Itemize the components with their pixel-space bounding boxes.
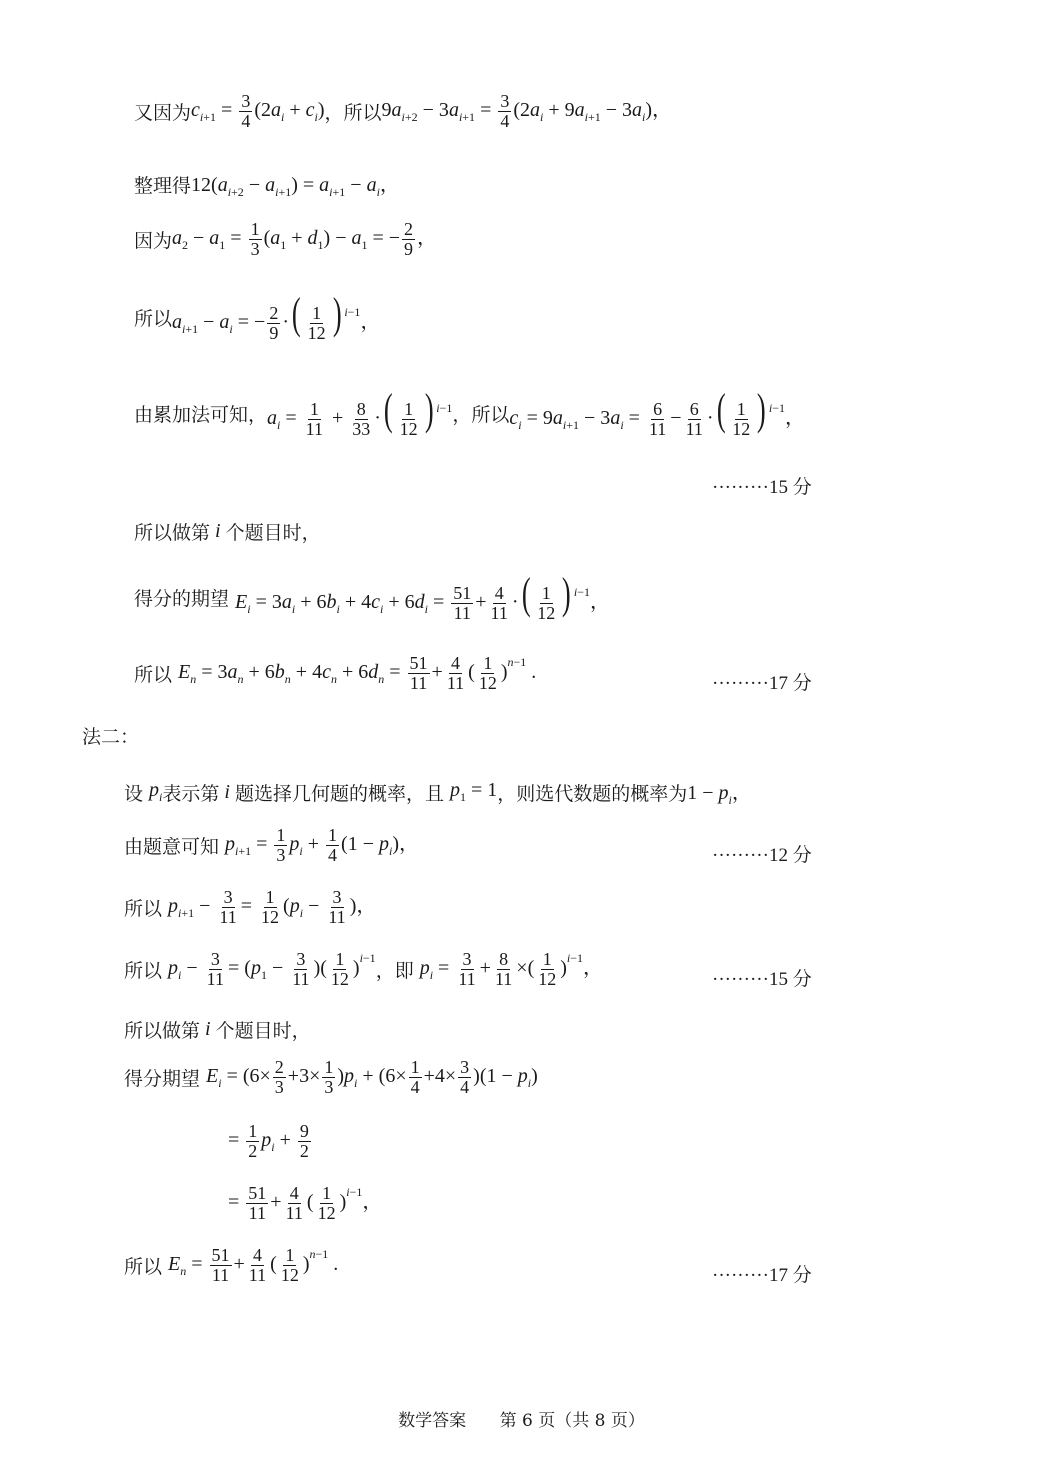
formula: $p_{i+1}$ = $\frac{1}{3}$ $p_i$ + $\frac{1}{4}$ $(1 - p_i)$， xyxy=(225,825,420,865)
line-3 xyxy=(134,220,437,259)
score-label: ·········15 分 xyxy=(712,477,812,498)
text: 由题意可知 xyxy=(124,835,220,858)
line-2 xyxy=(134,168,400,200)
method2-line-5 xyxy=(124,1016,311,1043)
text: 因为 xyxy=(134,229,173,252)
method2-line-4 xyxy=(124,950,603,989)
formula: $E_i = 3a_i + 6b_i + 4c_i + 6d_i$ = $\frac{51}{11}$ + $\frac{4}{11}$ ·( $\frac{1}{12}$ ) $^{i-1}$， xyxy=(235,569,610,623)
text: 又因为 xyxy=(134,101,192,124)
text: 整理得 xyxy=(134,174,192,197)
text: 题选择几何题的概率，且 xyxy=(234,782,444,805)
formula: $E_n$ = $\frac{51}{11}$ + $\frac{4}{11}$ ( $\frac{1}{12}$ )$^{n-1}$ . xyxy=(168,1245,339,1285)
text: 个题目时， xyxy=(225,522,321,544)
footer-subject: 数学答案 xyxy=(398,1411,467,1431)
formula: $p_i$ xyxy=(149,779,163,804)
text: 所以 xyxy=(124,1255,163,1278)
line-5 xyxy=(134,385,806,439)
formula: $c_{i+1}$ = $\frac{3}{4}$ $(2a_i + c_i)$ xyxy=(191,91,325,131)
text: ，即 xyxy=(375,959,414,982)
text: 设 xyxy=(124,782,144,805)
line-7 xyxy=(134,569,610,623)
formula: $E_i = (6\times$ $\frac{2}{3}$ +3× $\frac{1}{3}$ )$p_i + (6\times$ $\frac{1}{4}$ +4× $\frac{3}{4}$ )$(1 - p_i)$ xyxy=(206,1057,538,1097)
formula: $a_2 - a_1$ = $\frac{1}{3}$ $(a_1 + d_1) - a_1$ = − $\frac{2}{9}$ ， xyxy=(172,219,438,259)
score-label: ·········17 分 xyxy=(712,1265,812,1286)
formula: $p_{i+1}$ − $\frac{3}{11}$ = $\frac{1}{12}$ ($p_i$ − $\frac{3}{11}$ )， xyxy=(168,887,377,927)
line-1 xyxy=(134,92,672,131)
text: 得分期望 xyxy=(124,1067,201,1090)
page-footer xyxy=(0,1406,1043,1431)
method2-line-7 xyxy=(228,1122,313,1161)
method2-line-9 xyxy=(124,1246,338,1285)
formula: = $\frac{51}{11}$ + $\frac{4}{11}$ ( $\frac{1}{12}$ )$^{i-1}$， xyxy=(228,1183,383,1223)
text: 所以 xyxy=(134,307,173,330)
text: 所以做第 xyxy=(134,522,211,544)
formula: i xyxy=(219,780,235,803)
method-two-heading xyxy=(82,722,139,749)
method2-line-6 xyxy=(124,1058,538,1097)
formula: $c_i = 9a_{i+1} - 3a_i$ = $\frac{6}{11}$ − $\frac{6}{11}$ ·( $\frac{1}{12}$ ) $^{i-1}$， xyxy=(509,385,806,439)
line-6 xyxy=(134,518,321,545)
line-8 xyxy=(134,654,536,693)
formula: $p_i$ − $\frac{3}{11}$ = ($p_1$ − $\frac{3}{11}$ )( $\frac{1}{12}$ )$^{i-1}$ xyxy=(168,949,376,989)
line-4 xyxy=(134,289,381,343)
text: 表示第 xyxy=(162,782,220,805)
method2-line-3 xyxy=(124,888,376,927)
score-label: ·········12 分 xyxy=(712,845,812,866)
formula: $12(a_{i+2} - a_{i+1}) = a_{i+1} - a_i$， xyxy=(191,174,400,199)
method2-line-1 xyxy=(124,776,752,808)
method2-line-2 xyxy=(124,826,419,865)
formula: i xyxy=(210,520,226,542)
text: 所以做第 xyxy=(124,1020,201,1042)
text: 法二： xyxy=(82,726,140,748)
score-label: ·········17 分 xyxy=(712,673,812,694)
formula: = $\frac{1}{2}$ $p_i$ + $\frac{9}{2}$ xyxy=(228,1121,309,1161)
formula: $p_i$ = $\frac{3}{11}$ + $\frac{8}{11}$ ×( $\frac{1}{12}$ )$^{i-1}$， xyxy=(419,949,604,989)
text: 所以 xyxy=(124,959,163,982)
text: ，所以 xyxy=(324,101,382,124)
text: ，所以 xyxy=(452,403,510,426)
text: 由累加法可知， xyxy=(134,403,268,426)
text: ，则选代数题的概率为 xyxy=(497,782,688,805)
method2-line-8 xyxy=(228,1184,382,1223)
formula: $a_{i+1} - a_i$ = − $\frac{2}{9}$ ·( $\frac{1}{12}$ ) $^{i-1}$， xyxy=(172,289,381,343)
formula: $p_1 = 1$ xyxy=(449,779,498,804)
formula: i xyxy=(200,1018,216,1040)
text: 得分的期望 xyxy=(134,587,230,610)
footer-page-number: 第 6 页（共 8 页） xyxy=(499,1411,645,1431)
formula: $a_i$ = $\frac{1}{11}$ + $\frac{8}{33}$ ·( $\frac{1}{12}$ ) $^{i-1}$ xyxy=(267,385,453,439)
score-label: ·········15 分 xyxy=(712,969,812,990)
text: 所以 xyxy=(124,897,163,920)
formula: $E_n = 3a_n + 6b_n + 4c_n + 6d_n$ = $\frac{51}{11}$ + $\frac{4}{11}$ ( $\frac{1}{12}$ )$^{n-1}$ . xyxy=(178,653,537,693)
formula: $9a_{i+2} - 3a_{i+1}$ = $\frac{3}{4}$ $(2a_i + 9a_{i+1} - 3a_i)$， xyxy=(381,91,673,131)
formula: $1 - p_i$， xyxy=(687,782,752,807)
text: 个题目时， xyxy=(215,1020,311,1042)
text: 所以 xyxy=(134,663,173,686)
